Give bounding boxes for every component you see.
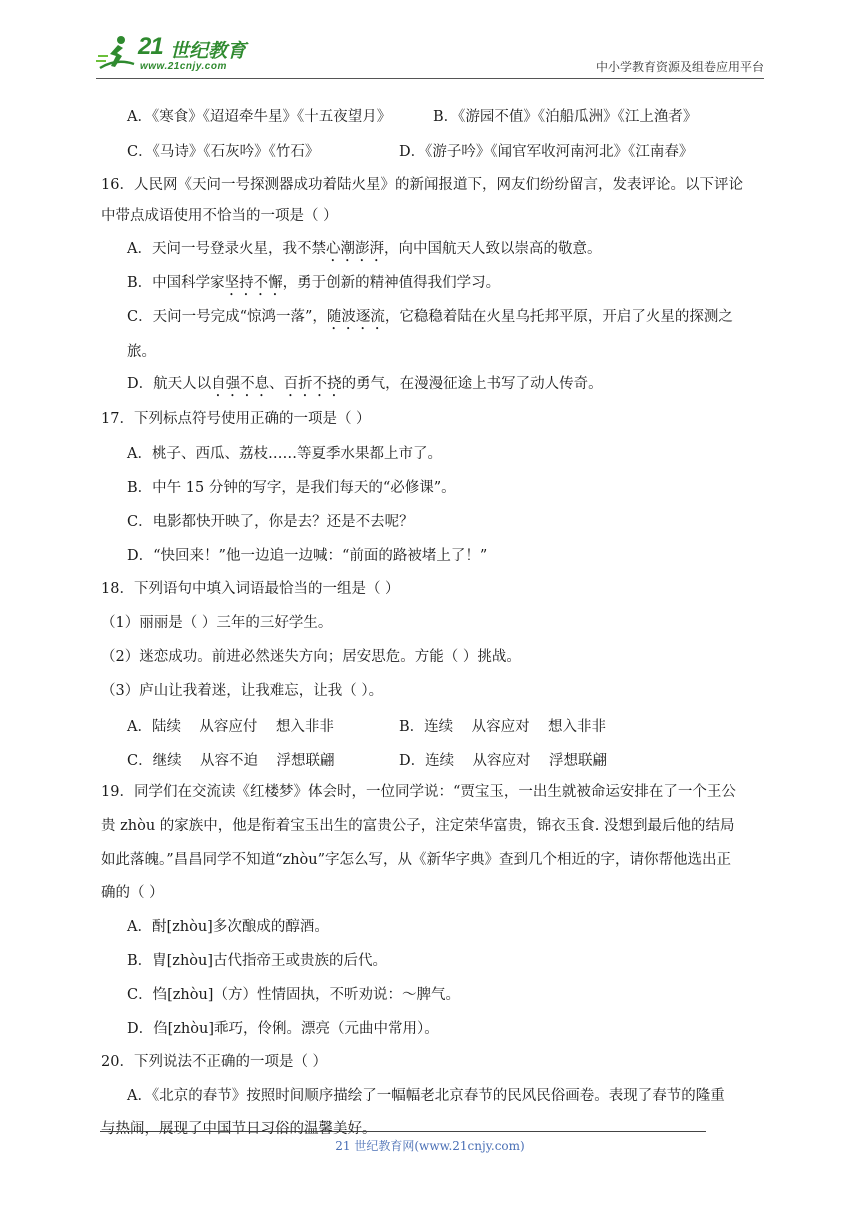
q19-stem-line3: 如此落魄。”昌昌同学不知道“zhòu”字怎么写，从《新华字典》查到几个相近的字，请你帮他选出正	[101, 852, 732, 868]
q17-option-c: C．电影都快开映了，你是去？还是不去呢？	[127, 514, 414, 530]
q16-c-idiom: 随波逐流	[326, 309, 385, 325]
logo-number: 21	[138, 33, 163, 60]
q19-stem-line4: 确的（ ）	[101, 885, 164, 901]
q19-stem-line1: 19．同学们在交流读《红楼梦》体会时，一位同学说：“贾宝玉，一出生就被命运安排在了一个王公	[101, 784, 736, 800]
q17-option-a: A．桃子、西瓜、荔枝……等夏季水果都上市了。	[127, 446, 442, 462]
q20-option-a-line2: 与热闹，展现了中国节日习俗的温馨美好。	[101, 1121, 377, 1137]
q16-option-b	[127, 273, 500, 299]
q18-sentence-1: （1）丽丽是（ ）三年的三好学生。	[101, 615, 333, 631]
q16-c-text: C．天问一号完成“惊鸿一落”，	[127, 309, 327, 325]
q17-option-b: B．中午 15 分钟的写字，是我们每天的“必修课”。	[127, 480, 456, 496]
q16-b-text-rest: ，勇于创新的精神值得我们学习。	[282, 275, 501, 291]
q19-stem-line2: 贵 zhòu 的家族中，他是衔着宝玉出生的富贵公子，注定荣华富贵，锦衣玉食. 没想到最后他的结局	[101, 818, 735, 834]
q16-a-text: A．天问一号登录火星，我不禁	[127, 241, 326, 257]
q20-option-a-line1: A．《北京的春节》按照时间顺序描绘了一幅幅老北京春节的民风民俗画卷。表现了春节的隆重	[127, 1088, 725, 1104]
q17-stem: 17．下列标点符号使用正确的一项是（ ）	[101, 411, 371, 427]
q16-option-a	[127, 239, 601, 265]
q15-option-b: B．《游园不值》《泊船瓜洲》《江上渔者》	[433, 109, 698, 125]
q17-option-d: D．“快回来！”他一边追一边喊：“前面的路被堵上了！”	[127, 548, 488, 564]
q16-d-text: D．航天人以	[127, 376, 212, 392]
platform-title: 中小学教育资源及组卷应用平台	[595, 60, 764, 74]
q18-option-b: B．连续 从容应对 想入非非	[399, 719, 607, 735]
q16-option-c	[127, 307, 733, 333]
logo	[96, 30, 266, 78]
page-footer: 21 世纪教育网(www.21cnjy.com)	[335, 1139, 525, 1153]
header-divider	[96, 78, 764, 79]
footer-divider	[100, 1131, 706, 1132]
q16-stem-line2: 中带点成语使用不恰当的一项是（ ）	[101, 208, 338, 224]
q18-option-a: A．陆续 从容应付 想入非非	[127, 719, 334, 735]
q19-option-b: B．胄[zhòu]古代指帝王或贵族的后代。	[127, 953, 388, 969]
page-header	[96, 30, 764, 82]
q16-option-d	[127, 374, 603, 400]
q18-sentence-3: （3）庐山让我着迷，让我难忘，让我（ ）。	[101, 683, 384, 699]
q19-option-d: D．㑇[zhòu]乖巧，伶俐。漂亮（元曲中常用）。	[127, 1021, 439, 1037]
q18-sentence-2: （2）迷恋成功。前进必然迷失方向；居安思危。方能（ ）挑战。	[101, 649, 521, 665]
runner-logo-icon	[96, 34, 136, 74]
logo-name: 世纪教育	[170, 40, 247, 62]
q18-option-d: D．连续 从容应对 浮想联翩	[399, 753, 607, 769]
q15-option-d: D．《游子吟》《闻官军收河南河北》《江南春》	[399, 144, 694, 160]
q20-stem: 20．下列说法不正确的一项是（ ）	[101, 1054, 328, 1070]
q15-option-a: A．《寒食》《迢迢牵牛星》《十五夜望月》	[127, 109, 392, 125]
q16-option-c-cont: 旅。	[127, 344, 156, 360]
q15-option-c: C．《马诗》《石灰吟》《竹石》	[127, 144, 320, 160]
q16-d-sep: 、	[269, 376, 284, 392]
q16-b-idiom: 坚持不懈	[224, 275, 283, 291]
q16-stem-line1: 16．人民网《天问一号探测器成功着陆火星》的新闻报道下，网友们纷纷留言，发表评论。以下评论	[101, 177, 743, 193]
q16-c-text-rest: ，它稳稳着陆在火星乌托邦平原，开启了火星的探测之	[384, 309, 733, 325]
q16-d-idiom2: 百折不挠	[283, 376, 342, 392]
q19-option-a: A．酎[zhòu]多次酿成的醇酒。	[127, 919, 329, 935]
q18-stem: 18．下列语句中填入词语最恰当的一组是（ ）	[101, 581, 400, 597]
q18-option-c: C．继续 从容不迫 浮想联翩	[127, 753, 335, 769]
q19-option-c: C．㤘[zhòu]（方）性情固执，不听劝说：～脾气。	[127, 987, 460, 1003]
q16-b-text: B．中国科学家	[127, 275, 225, 291]
q16-a-idiom: 心潮澎湃	[325, 241, 384, 257]
q16-a-text-rest: ，向中国航天人致以崇高的敬意。	[383, 241, 602, 257]
q16-d-text-rest: 的勇气，在漫漫征途上书写了动人传奇。	[341, 376, 603, 392]
logo-url: www.21cnjy.com	[140, 61, 227, 72]
q16-d-idiom1: 自强不息	[211, 376, 270, 392]
